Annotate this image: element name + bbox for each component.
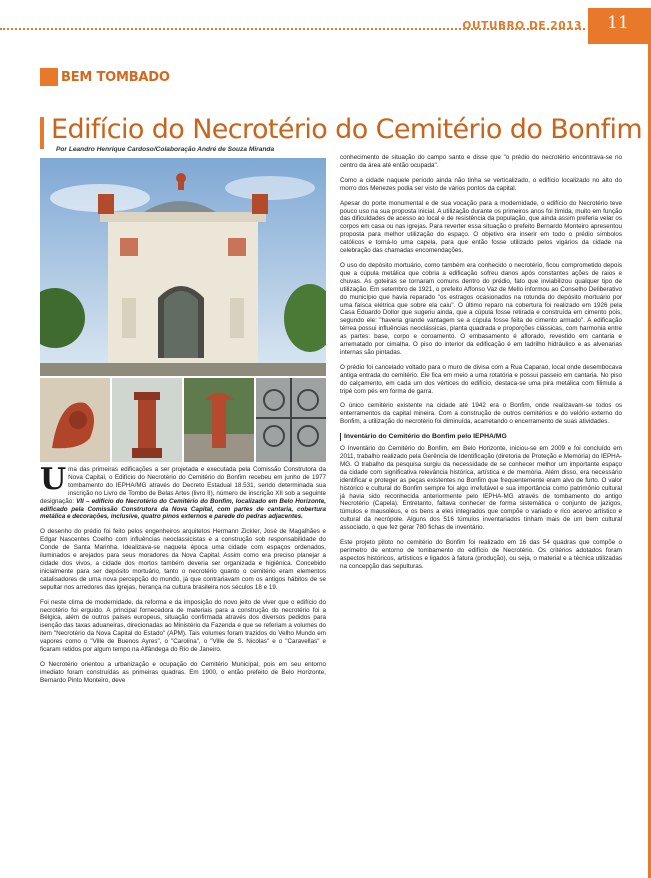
issue-date: OUTUBRO DE 2013 [462, 20, 582, 32]
article-left-column [40, 462, 326, 692]
intro-designation: VII – edifício do Necrotério do Cemitério do Bonfim, localizado em Belo Horizonte, edificado pela Comissão Construtora da Nova Capital, com partes de cantaria, cobertura metálica e decorações, inclusive, quatro pinos externos e parede do pedras adjacentes. [40, 497, 326, 521]
article-right-column [340, 154, 622, 578]
paragraph: O único cemitério existente na cidade até 1942 era o Bonfim, onde realizavam-se todos os enterramentos da capital mineira. Com a construção de outros cemitérios e do velório externo do Bonfim, a utilização do necrotério foi diminuída, acarretando o encerramento de suas atividades. [340, 402, 622, 426]
paragraph: Este projeto piloto no cemitério do Bonfim foi realizado em 16 das 54 quadras que compõe o perímetro de entorno de tombamento do edifício de Necrotério. Os critérios adotados foram aspectos históricos, artísticos e ligados à fatura (produção), ou seja, o material e a técnica utilizadas na concepção das sepulturas. [340, 539, 622, 570]
paragraph: O uso do depósito mortuário, como também era conhecido o necrotério, ficou comprometido depois que a cúpula metálica que cobria a edificação sofreu danos após constantes ações de raios e chuvas. As goteiras se tornaram comuns dentro do prédio, fato que inviabilizou qualquer tipo de utilização. Em setembro de 1921, o prefeito Affonso Vaz de Mello informou ao Conselho Deliberativo do município que havia reparado "os estragos ocasionados na rotunda do depósito mortuário por uma faísca elétrica que sobre ela caiu". O último reparo na cobertura foi realizado em 1926 pela Casa Eduardo Dollor que sugeriu ainda, que a cúpula fosse retirada e construída em cimento pois, segundo ele: "haveria grande vantagem se a cúpula fosse feita de cimento armado". A edificação térrea possui influências neoclássicas, planta quadrada e proporções clássicas, com harmonia entre as partes: base, corpo e coroamento. O embasamento é aflorado, revestido em cantaria e arrematado por cimalha. O piso do interior da edificação é em ladrilho hidráulico e as alvenarias internas são pintadas. [340, 261, 622, 356]
dropcap-letter: U [40, 462, 67, 497]
photo-detail-row [40, 378, 326, 462]
paragraph: O desenho do prédio foi feito pelos engenheiros arquitetos Hermann Zickler, José de Magalhães e Edgar Nascentes Coelho com influências neoclassicistas e a construção sob responsabilidade do Conde de Santa Marinha. Idealizava-se naquela época uma cidade com espaços ordenados, iluminados e arejados para seus moradores da Nova Capital. Assim como era preciso planejar a cidade dos vivos, a cidade dos mortos também deveria ser organizada e higiênica. Concebido inicialmente para ser depósito mortuário, tanto o necrotério quanto o cemitério eram elementos catalisadores de uma nova percepção do mundo, já que contrariavam com os antigos hábitos de se sepultar nos arredores das igrejas, herança na cultura brasileira nos séculos 18 e 19. [40, 528, 326, 591]
photo-urn [112, 378, 182, 462]
page-number: 11 [607, 13, 629, 33]
photo-ornament [40, 378, 110, 462]
building-illustration [40, 158, 326, 376]
section-tag [40, 68, 170, 86]
section-square-icon [40, 68, 58, 86]
paragraph: Foi neste clima de modernidade, da reforma e da imposição do novo jeito de viver que o edifício do necrotério foi erguido. A principal fornecedora de materiais para a construção do necrotério foi a Bélgica, além de outros países europeus, situação confirmada através dos diversos pedidos para isenção das taxas aduaneiras, direcionadas ao Ministério da Fazenda e que se referiam a volumes do item "Necrotério da Nova Capital do Estado" (APM). Tais volumes foram trazidos do Velho Mundo em vapores como o "Ville de Buenos Ayres", o "Carolina", o "Ville de S. Nicolas" e o "Caravellas" e ficaram retidos por algum tempo na Alfândega do Rio de Janeiro. [40, 598, 326, 654]
subheading-inventario: Inventário do Cemitério do Bonfim pelo IEPHA/MG [340, 433, 622, 441]
title-accent-bar [40, 117, 44, 149]
paragraph: O Necrotério orientou a urbanização e ocupação do Cemitério Municipal, pois em seu entorno imediato foram construídas as primeiras quadras. Em 1900, o então prefeito de Belo Horizonte, Bernardo Pinto Monteiro, deve [40, 660, 326, 684]
photo-iron-gate [256, 378, 326, 462]
intro-text: ma das primeiras edificações a ser projetada e executada pela Comissão Construtora da Nova Capital, o Edifício do Necrotério do Cemitério do Bonfim recebeu em junho de 1977 tombamento do IEPHA/MG através do Decreto Estadual 18.531, sendo determinada sua inscrição no Livro de Tombo de Belas Artes (livro II), número de inscrição XII sob a seguinte designação: [40, 466, 326, 505]
section-label: BEM TOMBADO [61, 69, 170, 85]
article-title: Edifício do Necrotério do Cemitério do Bonfim [51, 114, 643, 145]
paragraph: O prédio foi cancelado voltado para o muro de divisa com a Rua Caparaó, local onde desembocava antiga entrada do cemitério. Ele fica em meio a uma rotatória e possui passeio em cantaria. No piso do calçamento, em cada um dos vértices do edifício, destaca-se uma pira metálica com filimula a tripé com pés em forma de garra. [340, 363, 622, 395]
photo-pira [184, 378, 254, 462]
paragraph: O Inventário do Cemitério do Bonfim, em Belo Horizonte, iniciou-se em 2009 e foi concluído em 2011, trabalho realizado pela Gerência de Identificação (diretoria de Proteção e Memória) do IEPHA-MG. O trabalho da pesquisa surgiu da necessidade de se conhecer melhor um importante espaço da cidade com significativa relevância histórica, artística e de memória. Além disso, era necessário identificar e proteger as peças existentes no Bonfim que frequentemente eram alvo de furto. O valor histórico e cultural do Bonfim sempre foi algo irrefutável e sua importância como patrimônio cultural já havia sido reconhecida anteriormente pelo IEPHA-MG através de tombamento do antigo Necrotério (Capela). Entretanto, faltava conhecer de forma sistemática o conjunto de jazigos, túmulos e mausoléus, e os bens a eles integrados que compõe o variado e rico acervo artístico e cultural da necrópole. Alguns dos 516 túmulos inventariados tinham mais de um bem cultural associado, o que fez gerar 780 fichas de inventário. [340, 445, 622, 532]
article-byline: Por Leandro Henrique Cardoso/Colaboração André de Souza Miranda [56, 146, 275, 153]
paragraph: conhecimento de situação do campo santo e disse que "o prédio do necrotério encontrava-se no centro da área até então ocupada". [340, 154, 622, 169]
paragraph: Apesar do porte monumental e de sua vocação para a modernidade, o edifício do Necrotério teve pouco uso na sua proposta inicial. A utilização durante os primeiros anos foi tímida, muito em função das dificuldades de acesso ao local e de resistência da população, que ainda assim preferia velar os corpos em casa ou nas igrejas. Para reverter essa situação o prefeito Bernardo Monteiro apresentou proposta para melhor utilização do espaço. O objetivo era inserir em todo o prédio símbolos católicos e torná-lo uma capela, para que então fosse utilizado pelos vigários da cidade na celebração das chamadas encomendações. [340, 199, 622, 255]
paragraph: Como a cidade naquele período ainda não tinha se verticalizado, o edifício localizado no alto do morro dos Menezes podia ser visto de vários pontos da capital. [340, 176, 622, 192]
photo-necroterio-building [40, 158, 326, 376]
intro-paragraph [40, 462, 326, 521]
